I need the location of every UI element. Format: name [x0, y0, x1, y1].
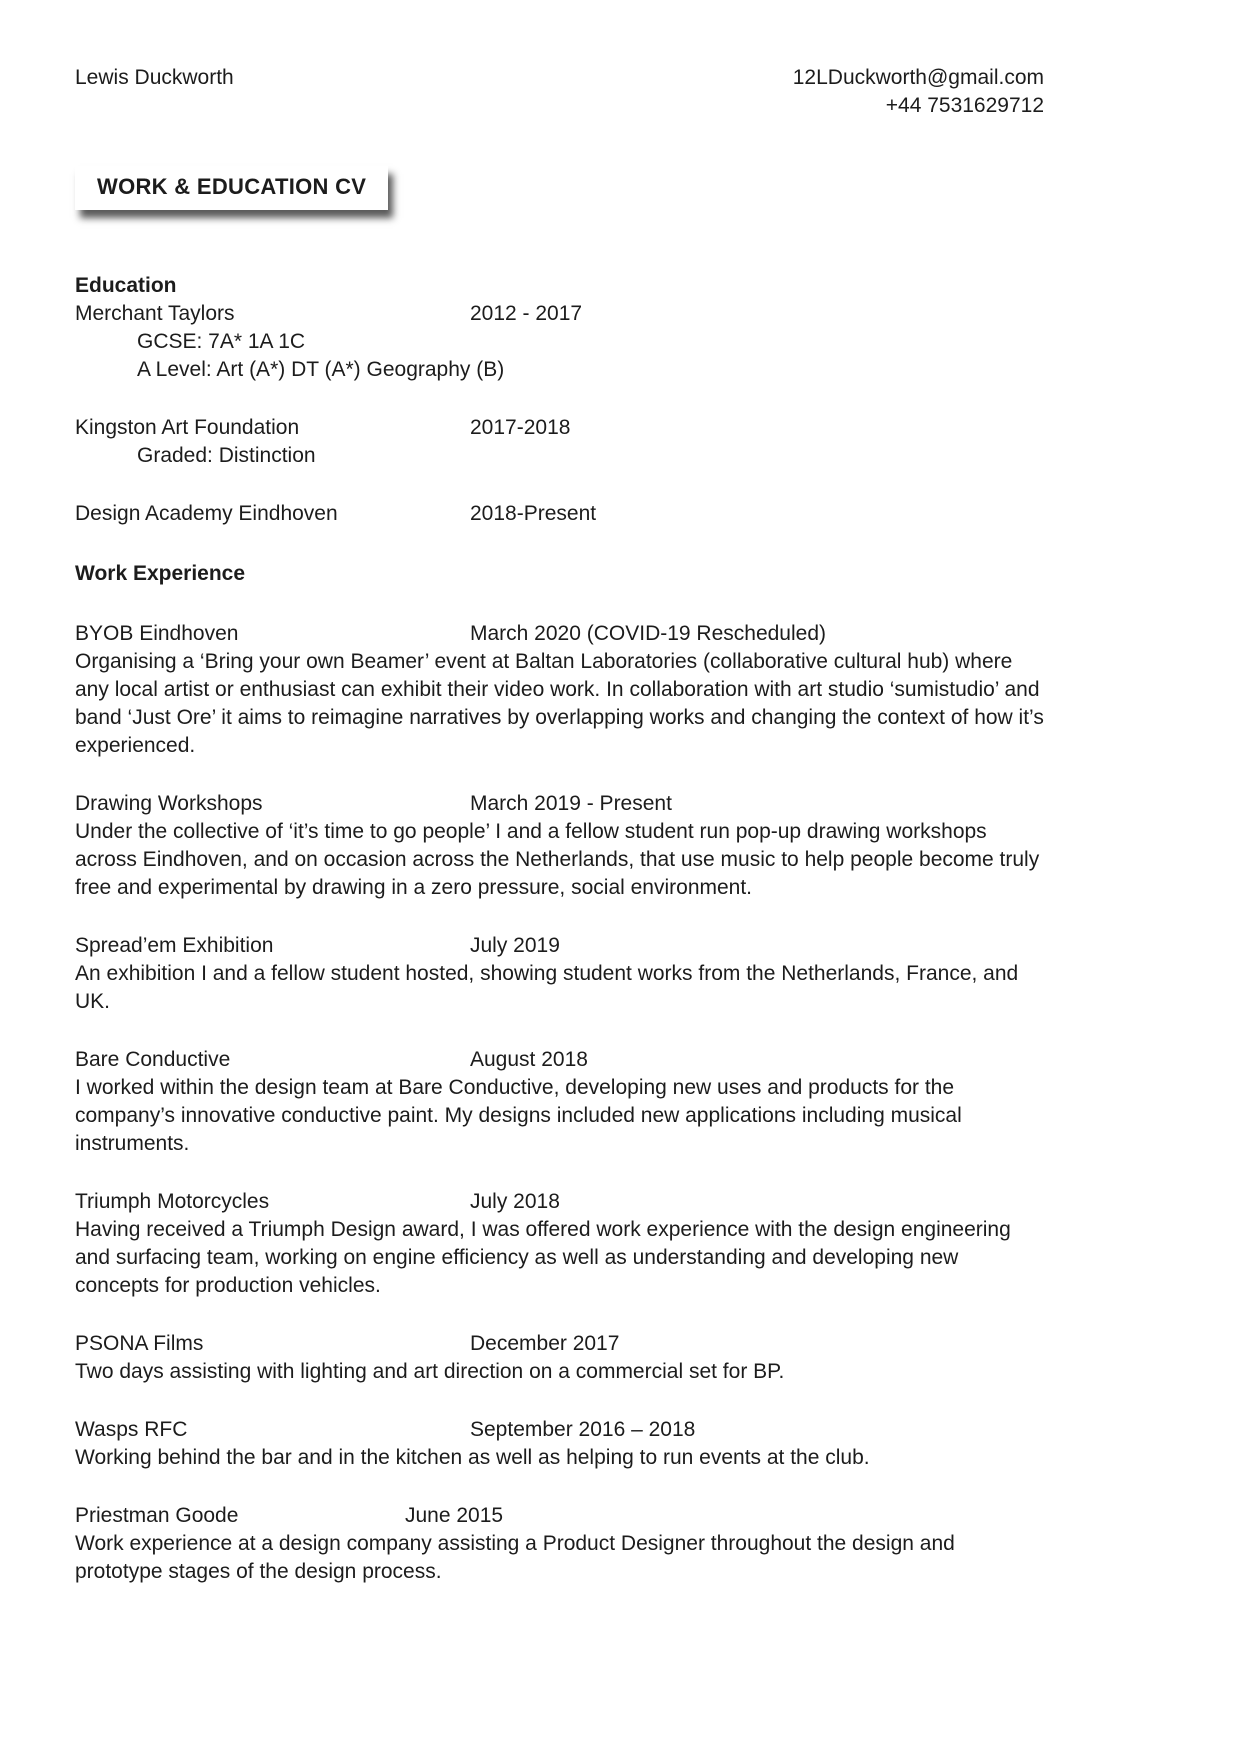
entry-head	[75, 1416, 1044, 1444]
job-title: Drawing Workshops	[75, 792, 263, 815]
education-entry	[75, 300, 1044, 384]
education-entry	[75, 414, 1044, 470]
entry-head	[75, 1188, 1044, 1216]
work-entry	[75, 932, 1044, 1016]
cv-title-wrap	[75, 166, 1044, 210]
job-description: Organising a ‘Bring your own Beamer’ event at Baltan Laboratories (collaborative cultural hub) where any local artist or enthusiast can exhibit their video work. In collaboration with art studio ‘sumistudio’ and band ‘Just Ore’ it aims to reimagine narratives by overlapping works and changing the context of how it’s experienced.	[75, 650, 1044, 757]
phone-text: +44 7531629712	[885, 94, 1044, 117]
job-title: Priestman Goode	[75, 1504, 239, 1527]
education-entry	[75, 500, 1044, 528]
entry-dates: 2018-Present	[470, 502, 597, 525]
job-description: Under the collective of ‘it’s time to go people’ I and a fellow student run pop-up drawing workshops across Eindhoven, and on occasion across the Netherlands, that use music to help people become truly free and experimental by drawing in a zero pressure, social environment.	[75, 820, 1040, 899]
work-entry	[75, 1330, 1044, 1386]
job-description: An exhibition I and a fellow student hosted, showing student works from the Netherlands, France, and UK.	[75, 962, 1019, 1013]
job-title: Wasps RFC	[75, 1418, 188, 1441]
work-entry	[75, 1046, 1044, 1158]
entry-dates: June 2015	[405, 1504, 504, 1527]
job-title: Bare Conductive	[75, 1048, 231, 1071]
entry-head	[75, 300, 1044, 328]
institution-name: Design Academy Eindhoven	[75, 502, 338, 525]
work-entry	[75, 1188, 1044, 1300]
job-title: PSONA Films	[75, 1332, 204, 1355]
education-heading: Education	[75, 274, 177, 297]
entry-dates: 2012 - 2017	[470, 302, 583, 325]
entry-head	[75, 1502, 1044, 1530]
job-description: I worked within the design team at Bare Conductive, developing new uses and products for the company’s innovative conductive paint. My designs included new applications including musical instruments.	[75, 1076, 962, 1155]
person-name: Lewis Duckworth	[75, 66, 234, 89]
work-entry	[75, 790, 1044, 902]
entry-dates: March 2020 (COVID-19 Rescheduled)	[470, 622, 826, 645]
entry-dates: December 2017	[470, 1332, 620, 1355]
work-experience-section	[75, 560, 1044, 1586]
education-section	[75, 272, 1044, 528]
job-description: Two days assisting with lighting and art direction on a commercial set for BP.	[75, 1360, 785, 1383]
job-description: Work experience at a design company assisting a Product Designer throughout the design and prototype stages of the design process.	[75, 1532, 955, 1583]
cv-title-badge: WORK & EDUCATION CV	[75, 166, 388, 210]
entry-head	[75, 932, 1044, 960]
page-header	[75, 64, 1044, 120]
work-entry	[75, 620, 1044, 760]
work-experience-heading: Work Experience	[75, 562, 246, 585]
education-detail: GCSE: 7A* 1A 1C	[137, 330, 306, 353]
entry-dates: 2017-2018	[470, 416, 571, 439]
work-entry	[75, 1416, 1044, 1472]
entry-head	[75, 620, 1044, 648]
entry-dates: July 2018	[470, 1190, 560, 1213]
job-description: Working behind the bar and in the kitchen as well as helping to run events at the club.	[75, 1446, 870, 1469]
job-title: Triumph Motorcycles	[75, 1190, 270, 1213]
entry-dates: July 2019	[470, 934, 560, 957]
entry-head	[75, 1330, 1044, 1358]
entry-dates: September 2016 – 2018	[470, 1418, 696, 1441]
job-title: Spread’em Exhibition	[75, 934, 274, 957]
entry-dates: August 2018	[470, 1048, 588, 1071]
entry-dates: March 2019 - Present	[470, 792, 672, 815]
work-entry	[75, 1502, 1044, 1586]
institution-name: Kingston Art Foundation	[75, 416, 300, 439]
job-description: Having received a Triumph Design award, I was offered work experience with the design engineering and surfacing team, working on engine efficiency as well as understanding and developing new concepts for production vehicles.	[75, 1218, 1011, 1297]
job-title: BYOB Eindhoven	[75, 622, 239, 645]
entry-head	[75, 414, 1044, 442]
institution-name: Merchant Taylors	[75, 302, 235, 325]
entry-head	[75, 1046, 1044, 1074]
contact-block	[793, 64, 1044, 120]
education-detail: Graded: Distinction	[137, 444, 316, 467]
education-detail: A Level: Art (A*) DT (A*) Geography (B)	[137, 358, 505, 381]
entry-head	[75, 500, 1044, 528]
email-text: 12LDuckworth@gmail.com	[792, 66, 1044, 89]
entry-head	[75, 790, 1044, 818]
